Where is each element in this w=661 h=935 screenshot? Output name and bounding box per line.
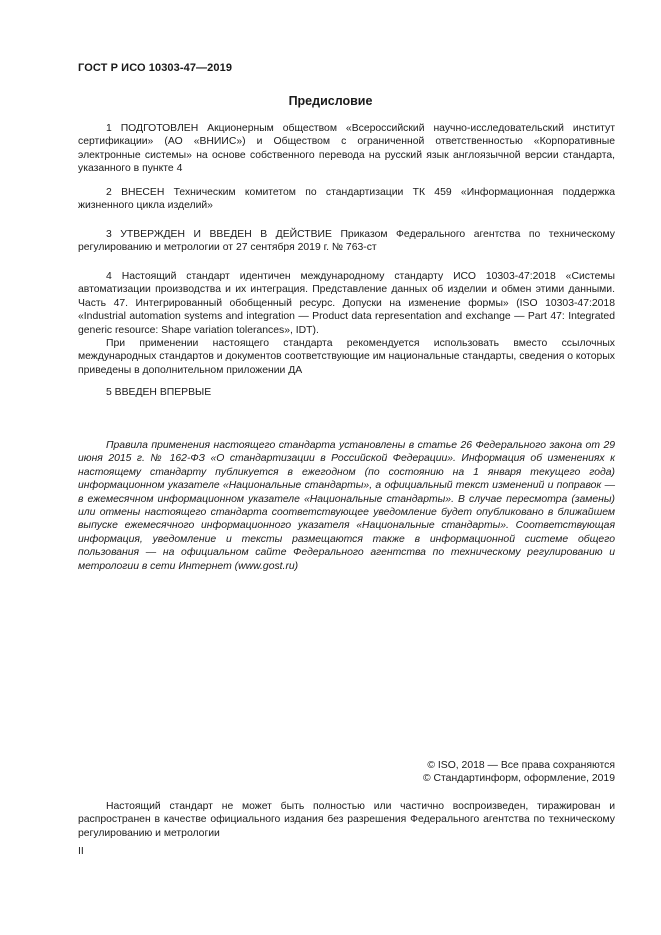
paragraph-text: 1 ПОДГОТОВЛЕН Акционерным обществом «Всероссийский научно-исследовательский институт сертификации» (АО «ВНИИС») и Обществом с ограниченной ответственностью «Корпоративные электронные системы» на основе собственного перевода на русский язык англоязычной версии стандарта, указанного в пункте 4 — [78, 123, 615, 175]
paragraph-text: 3 УТВЕРЖДЕН И ВВЕДЕН В ДЕЙСТВИЕ Приказом Федерального агентства по техническому регулированию и метрологии от 27 сентября 2019 г. № 763-ст — [78, 229, 615, 254]
paragraph-text: Настоящий стандарт не может быть полностью или частично воспроизведен, тиражирован и распространен в качестве официального издания без разрешения Федерального агентства по техническому регулированию и метрологии — [78, 801, 615, 839]
paragraph-text: При применении настоящего стандарта рекомендуется использовать вместо ссылочных международных стандартов и документов соответствующие им национальные стандарты, сведения о которых приведены в дополнительном приложении ДА — [78, 338, 615, 376]
page-title: Предисловие — [288, 94, 373, 108]
paragraph-submitted-by — [78, 186, 615, 213]
copyright-publisher: © Стандартинформ, оформление, 2019 — [422, 773, 615, 784]
paragraph-approved — [78, 228, 615, 255]
paragraph-identical-standard — [78, 270, 615, 377]
reproduction-notice — [78, 800, 615, 840]
page-number: II — [78, 846, 84, 857]
application-rules-notice — [78, 439, 615, 573]
paragraph-text: 2 ВНЕСЕН Техническим комитетом по стандартизации ТК 459 «Информационная поддержка жизненного цикла изделий» — [78, 187, 615, 212]
paragraph-first-introduced — [78, 386, 615, 399]
notice-text: Правила применения настоящего стандарта установлены в статье 26 Федерального закона от 29 июня 2015 г. № 162-ФЗ «О стандартизации в Российской Федерации». Информация об изменениях к настоящему стандарту публикуется в ежегодном (по состоянию на 1 января текущего года) информационном указателе «Национальные стандарты», а официальный текст изменений и поправок — в ежемесячном информационном указателе «Национальные стандарты». В случае пересмотра (замены) или отмены настоящего стандарта соответствующее уведомление будет опубликовано в ближайшем выпуске ежемесячного информационного указателя «Национальные стандарты». Соответствующая информация, уведомление и тексты размещаются также в информационной системе общего пользования — на официальном сайте Федерального агентства по техническому регулированию и метрологии в сети Интернет (www.gost.ru) — [78, 440, 615, 572]
paragraph-prepared-by — [78, 122, 615, 176]
paragraph-text: 4 Настоящий стандарт идентичен международному стандарту ИСО 10303-47:2018 «Системы автоматизации производства и их интеграция. Представление данных об изделии и обмен этими данными. Часть 47. Интегрированный обобщенный ресурс. Допуски на изменение формы» (ISO 10303-47:2018 «Industrial automation systems and integration — Product data representation and exchange — Part 47: Integrated generic resource: Shape variation tolerances», IDT). — [78, 271, 615, 336]
copyright-iso: © ISO, 2018 — Все права сохраняются — [427, 760, 615, 771]
standard-code-header: ГОСТ Р ИСО 10303-47—2019 — [78, 62, 233, 74]
paragraph-text: 5 ВВЕДЕН ВПЕРВЫЕ — [106, 387, 212, 398]
